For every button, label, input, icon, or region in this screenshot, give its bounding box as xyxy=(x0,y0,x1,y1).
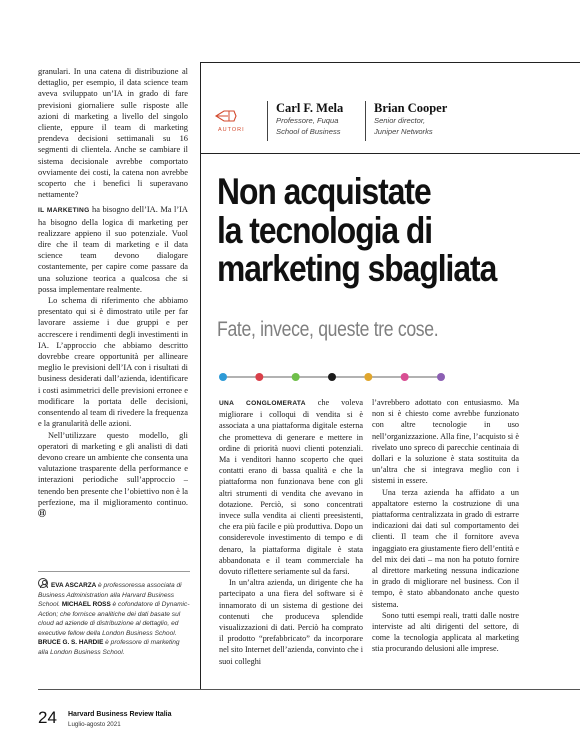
author-brian-cooper xyxy=(365,101,495,141)
person-icon xyxy=(38,578,48,588)
headline-line-1: Non acquistate xyxy=(217,171,431,212)
footer-rule xyxy=(38,689,580,690)
author-role-line-1: Professore, Fuqua xyxy=(276,116,339,125)
pen-icon xyxy=(214,108,238,124)
end-mark-icon: Ⓗ xyxy=(38,508,46,518)
right-paragraph-3: Sono tutti esempi reali, tratti dalle nostre interviste ad alti dirigenti del settore, di come la tecnologia applicata al marketing stia procurando delusioni alle imprese. xyxy=(372,610,519,654)
right-paragraph-1: l’avrebbero adottato con entusiasmo. Ma non si è chiesto come avrebbe funzionato con altre tecnologie in uso nell’organizzazione. Alla fine, l’acquisto si è rivelato uno spreco di parecchie centinaia di dollari e la soluzione è stata sostituita da un’altra che si integrava meglio con i sistemi in essere. xyxy=(372,398,519,486)
author-carl-mela xyxy=(267,101,365,141)
ornament-dot xyxy=(292,373,300,381)
middle-paragraph-1-lead: UNA CONGLOMERATA xyxy=(219,400,306,407)
bio-text-2: è cofondatore di Dynamic-Action; che fornisce analitiche dei dati basate sul cloud ad aziende di distribuzione al dettaglio, ed executive fellow della London Business School. xyxy=(38,601,190,637)
author-role-line-2: School of Business xyxy=(276,126,341,136)
bio-text-1: è professoressa associata di Business Administration alla Harvard Business School. xyxy=(38,582,182,608)
bio-name-2: MICHAEL ROSS xyxy=(61,601,111,608)
left-paragraph-2-lead: IL MARKETING xyxy=(38,207,90,215)
headline-line-3: marketing sbagliata xyxy=(217,248,497,289)
authors-label: AUTORI xyxy=(218,127,245,133)
author-role-line-1: Senior director, xyxy=(374,116,426,125)
right-paragraph-2: Una terza azienda ha affidato a un appaltatore esterno la costruzione di una piattaforma centralizzata in grado di estrarre indicazioni dai dati sul comportamento dei clienti. Il team che il fornitore aveva ingaggiato era giustamente fiero dell’entità e del mix dei dati – ma non ha potuto fornire al direttore marketing nessuna indicazione in grado di migliorare nel business. Con il tempo, è stato abbandonato anche questo sistema. xyxy=(372,487,519,609)
ornament-dot xyxy=(328,373,336,381)
left-paragraph-4 xyxy=(38,430,188,520)
authors-bottom-rule xyxy=(200,153,580,154)
ornament-dot xyxy=(364,373,372,381)
middle-paragraph-2: In un’altra azienda, un dirigente che ha partecipato a una fiera del software si è innamorato di un sistema di gestione dei contenuti che produceva splendide visualizzazioni di dati. Perciò ha comprato il prodotto “prefabbricato” da incorporare nel sito Internet dell’azienda, convinto che i suoi colleghi xyxy=(219,578,363,666)
article-subtitle: Fate, invece, queste tre cose. xyxy=(217,318,439,341)
article-headline xyxy=(217,173,527,289)
left-paragraph-3: Lo schema di riferimento che abbiamo presentato qui si è dimostrato utile per far lavorare assieme i due gruppi e per accrescere i rendimenti degli investimenti in IA. L’approccio che abbiamo descritto dovrebbe creare opportunità per allineare meglio le previsioni dell’IA con i risultati di business desiderati dall’azienda, identificare i costi asimmetrici delle previsioni erronee e modificare la portata delle decisioni, consentendo al team di rivedere la frequenza e la granularità delle azioni. xyxy=(38,296,188,429)
ornament-dot xyxy=(437,373,445,381)
ornament-dot xyxy=(255,373,263,381)
author-name: Brian Cooper xyxy=(374,101,448,115)
left-paragraph-2-text: ha bisogno dell’IA. Ma l’IA ha bisogno della logica di marketing per realizzare appieno il suo potenziale. Vuol dire che il team di marketing e il data science team devono dialogare costantemente, per capire come passare da una soluzione teorica a qualcosa che si possa implementare realmente. xyxy=(38,205,188,294)
left-paragraph-1: granulari. In una catena di distribuzione al dettaglio, per esempio, il data science team aveva sviluppato un’IA in grado di fare previsioni giornaliere sulle risposte alle azioni di marketing a livello del singolo cliente, eppure il team di marketing prendeva decisioni settimanali su 16 segmenti di clientela. Anche se cambiare il sistema decisionale avrebbe comportato ovviamente dei costi, la catena non avrebbe scoperto che i benefici li superavano nettamente? xyxy=(38,67,188,200)
middle-paragraph-1-text: che voleva migliorare i colloqui di vendita si è associata a una piattaforma digitale esterna che prometteva di generare e mettere in ordine di priorità nuovi clienti potenziali. Ma i venditori hanno scoperto che quei contatti erano di bassa qualità e che la piattaforma non funzionava bene con gli altri strumenti di vendita che avevano in dotazione. Perciò, si sono concentrati invece sulla vendita ai clienti preesistenti, che era più facile e più produttiva. Dopo un considerevole investimento di tempo e di denaro, la piattaforma digitale è stata abbandonata e il team commerciale ha dovuto riflettere seriamente sul da farsi. xyxy=(219,398,363,577)
right-column xyxy=(372,397,519,655)
ornament-dot xyxy=(401,373,409,381)
dot-line-ornament xyxy=(219,372,445,382)
authors-bio xyxy=(38,571,190,657)
left-paragraph-2 xyxy=(38,204,188,295)
issue-date: Luglio-agosto 2021 xyxy=(68,721,121,728)
authors-top-rule xyxy=(200,62,580,63)
bio-name-3: BRUCE G. S. HARDIE xyxy=(38,639,104,646)
column-divider xyxy=(200,62,201,689)
author-name: Carl F. Mela xyxy=(276,101,344,115)
left-paragraph-4-text: Nell’utilizzare questo modello, gli operatori di marketing e gli analisti di dati devono creare un ambiente che consenta una valutazione trasparente della performance e interazioni periodiche sull’approccio – tenendo ben presente che l’obiettivo non è la perfezione, ma il miglioramento continuo. xyxy=(38,430,188,507)
middle-paragraph-1 xyxy=(219,397,363,577)
left-column xyxy=(38,66,188,519)
middle-column xyxy=(219,397,363,667)
headline-line-2: la tecnologia di xyxy=(217,209,433,251)
bio-name-1: EVA ASCARZA xyxy=(51,582,97,589)
author-role-line-2: Juniper Networks xyxy=(374,126,433,136)
publication-name: Harvard Business Review Italia xyxy=(68,711,172,718)
page-number: 24 xyxy=(38,708,57,727)
bio-text-3: è professore di marketing alla London Business School. xyxy=(38,639,180,656)
ornament-dot xyxy=(219,373,227,381)
